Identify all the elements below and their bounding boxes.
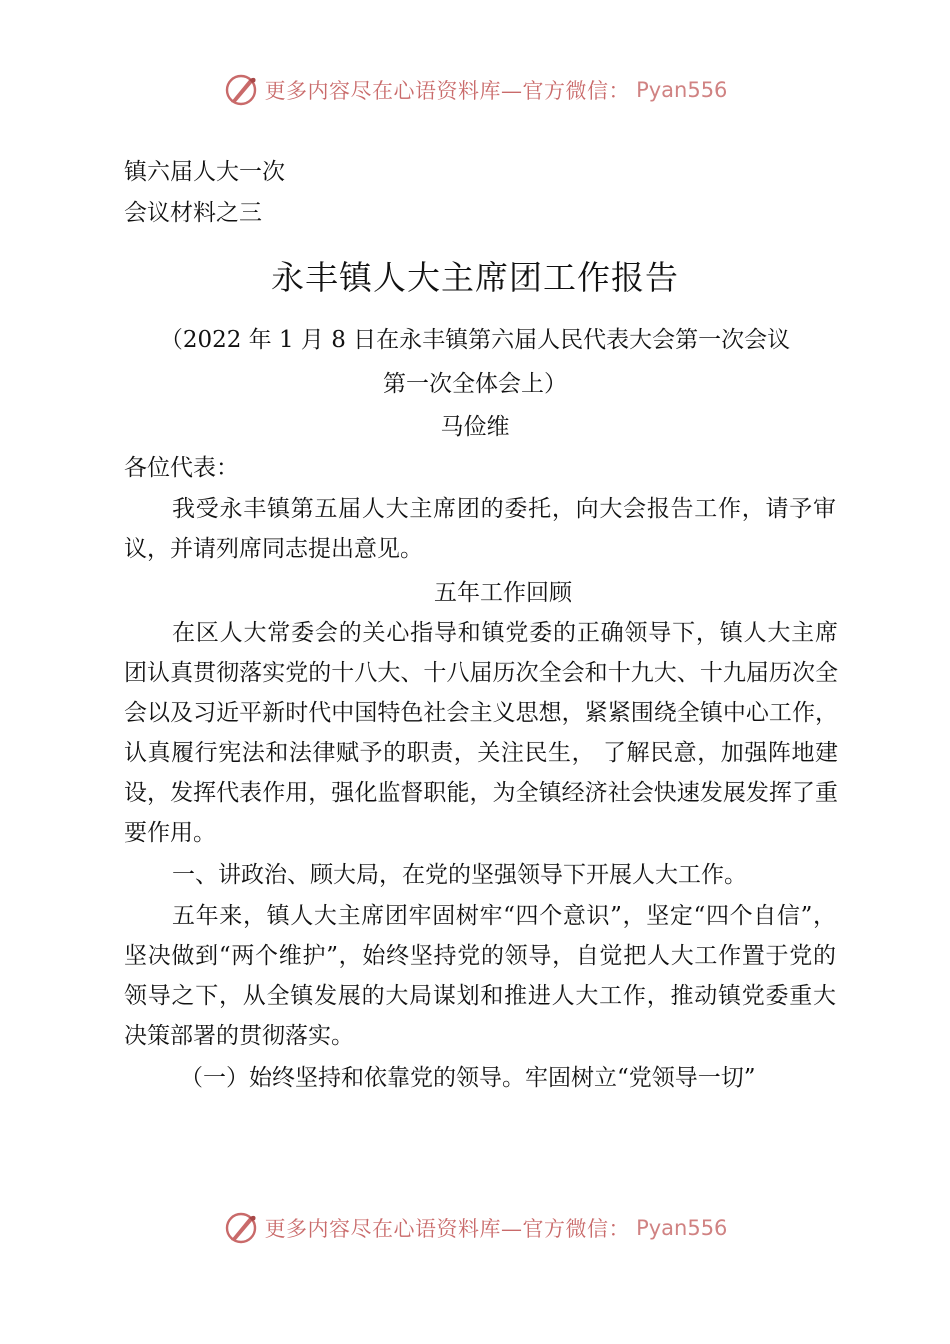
salutation: 各位代表： [124,455,239,481]
subtitle-line-2: 第一次全体会上） [383,371,567,397]
review-paragraph: 在区人大常委会的关心指导和镇党委的正确领导下，镇人大主席团认真贯彻落实党的十八大、十八届历次全会和十九大、十九届历次全会以及习近平新时代中国特色社会主义思想，紧紧围绕全镇中心工作，认真履行宪法和法律赋予的职责，关注民生， 了解民意，加强阵地建设，发挥代表作用，强化监督职能，为全镇经济社会快速发展发挥了重要作用。 [124,620,838,846]
intro-paragraph: 我受永丰镇第五届人大主席团的委托，向大会报告工作，请予审议，并请列席同志提出意见。 [124,496,836,562]
watermark-bottom [0,1210,950,1246]
five-years-paragraph: 五年来，镇人大主席团牢固树牢“四个意识”，坚定“四个自信”，坚决做到“两个维护”，始终坚持党的领导，自觉把人大工作置于党的领导之下，从全镇发展的大局谋划和推进人大工作，推动镇党委重大决策部署的贯彻落实。 [124,903,836,1049]
author-name: 马俭维 [440,414,510,440]
header-line-2: 会议材料之三 [124,200,262,226]
sub-one-paragraph: （一）始终坚持和依靠党的领导。牢固树立“党领导一切” [180,1065,756,1091]
watermark-top [0,72,950,108]
watermark-text: 更多内容尽在心语资料库—官方微信： [264,1217,631,1241]
watermark-wechat: Pyan556 [636,1216,728,1240]
subtitle-line-1: （2022 年 1 月 8 日在永丰镇第六届人民代表大会第一次会议 [159,327,791,353]
watermark-text: 更多内容尽在心语资料库—官方微信： [264,79,631,103]
quill-logo-icon [223,72,259,108]
heading-one: 一、讲政治、顾大局，在党的坚强领导下开展人大工作。 [172,862,747,888]
page-title: 永丰镇人大主席团工作报告 [271,258,679,297]
watermark-wechat: Pyan556 [636,78,728,102]
quill-logo-icon [223,1210,259,1246]
section-heading: 五年工作回顾 [434,580,572,606]
header-line-1: 镇六届人大一次 [124,159,285,185]
